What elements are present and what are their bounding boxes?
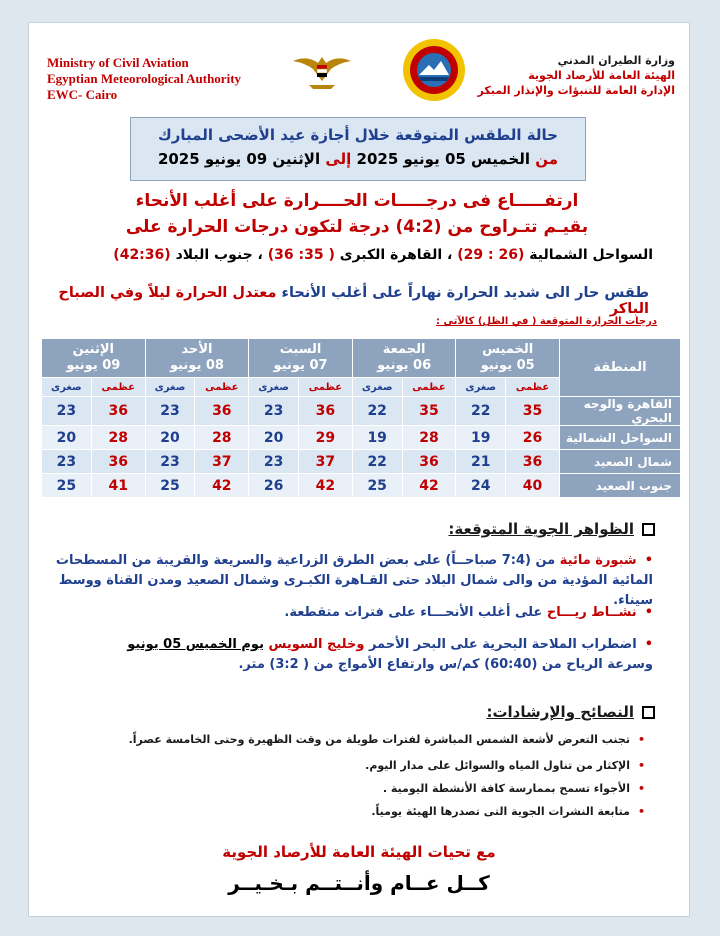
min-cell: 20 xyxy=(145,426,195,450)
footer-wishes: كــل عــام وأنــتــم بـخـيــر xyxy=(228,871,490,895)
phenomenon-sea xyxy=(53,635,653,675)
max-cell: 36 xyxy=(402,450,456,474)
header-en-line: Egyptian Meteorological Authority xyxy=(47,71,242,86)
max-cell: 29 xyxy=(298,426,352,450)
sea-date: يوم الخميس 05 يونيو xyxy=(127,637,264,652)
table-row xyxy=(42,474,681,498)
eagle-emblem-icon xyxy=(291,47,353,91)
min-cell: 21 xyxy=(456,450,506,474)
night-weather: معتدل الحرارة ليلاً وفي الصباح الباكر xyxy=(58,285,649,317)
date-range xyxy=(131,150,585,168)
day-header xyxy=(352,339,456,378)
max-label: عظمى xyxy=(195,378,249,397)
title-line: حالة الطقس المتوقعة خلال أجازة عيد الأضحى المبارك xyxy=(158,126,558,144)
bullet-icon: • xyxy=(637,782,645,795)
min-cell: 19 xyxy=(456,426,506,450)
region-cell: القاهرة والوجه البحري xyxy=(560,397,681,426)
region-header: المنطقة xyxy=(560,339,681,397)
south-label: ، جنوب البلاد xyxy=(175,247,263,263)
advice-tip xyxy=(129,733,645,746)
max-cell: 37 xyxy=(298,450,352,474)
authority-logo-icon xyxy=(401,37,467,103)
region-cell: شمال الصعيد xyxy=(560,450,681,474)
cairo-value: ( 35: 36) xyxy=(267,247,335,263)
min-cell: 25 xyxy=(352,474,402,498)
south-value: (42:36) xyxy=(113,247,171,263)
max-cell: 36 xyxy=(195,397,249,426)
max-label: عظمى xyxy=(506,378,560,397)
min-cell: 22 xyxy=(352,450,402,474)
region-cell: السواحل الشمالية xyxy=(560,426,681,450)
date-to-label: إلى xyxy=(325,150,352,168)
tip-text: متابعة النشرات الجوية التى تصدرها الهيئة يومياً. xyxy=(371,805,630,818)
cairo-label: ، القاهرة الكبرى xyxy=(339,247,453,263)
phenomena-title: الظواهر الجوية المتوقعة: xyxy=(448,520,634,538)
title-box xyxy=(130,117,586,181)
day-name: الخميس xyxy=(482,342,534,357)
min-cell: 23 xyxy=(145,450,195,474)
phenomenon-fog xyxy=(53,551,653,611)
min-cell: 24 xyxy=(456,474,506,498)
max-cell: 42 xyxy=(402,474,456,498)
min-cell: 19 xyxy=(352,426,402,450)
day-date: 08 يونيو xyxy=(169,358,224,373)
region-cell: جنوب الصعيد xyxy=(560,474,681,498)
advice-tip xyxy=(383,782,645,795)
bulletin-page xyxy=(28,22,690,917)
header-en-line: EWC- Cairo xyxy=(47,87,118,102)
max-cell: 35 xyxy=(506,397,560,426)
day-header xyxy=(249,339,353,378)
max-label: عظمى xyxy=(402,378,456,397)
bullet-icon: • xyxy=(644,553,653,568)
wind-label: نشــاط ريـــاح xyxy=(546,605,637,620)
min-cell: 23 xyxy=(42,450,92,474)
max-label: عظمى xyxy=(298,378,352,397)
day-header xyxy=(456,339,560,378)
min-cell: 26 xyxy=(249,474,299,498)
table-row xyxy=(42,397,681,426)
max-cell: 36 xyxy=(91,450,145,474)
phenomenon-wind xyxy=(53,603,653,623)
headline-line-1: ارتفـــــاع فى درجـــــات الحــــرارة على أغلب الأنحاء xyxy=(135,191,579,211)
header-ar-line: الهيئة العامة للأرصاد الجوية xyxy=(528,69,675,82)
table-row xyxy=(42,450,681,474)
max-cell: 36 xyxy=(506,450,560,474)
min-label: صغرى xyxy=(456,378,506,397)
day-date: 09 يونيو xyxy=(66,358,121,373)
day-date: 06 يونيو xyxy=(377,358,432,373)
table-row xyxy=(42,426,681,450)
max-cell: 42 xyxy=(195,474,249,498)
min-label: صغرى xyxy=(249,378,299,397)
advice-title: النصائح والإرشادات: xyxy=(486,703,634,721)
coast-value: (26 : 29) xyxy=(457,247,525,263)
checkbox-square-icon xyxy=(642,523,655,536)
headline-line-2: بقيـم تتـراوح من (4:2) درجة لتكون درجات الحرارة على xyxy=(125,217,589,237)
max-cell: 36 xyxy=(298,397,352,426)
table-header-row xyxy=(42,339,681,378)
footer-greeting: مع تحيات الهيئة العامة للأرصاد الجوية xyxy=(222,843,496,861)
table-caption: درجات الحرارة المتوقعة ( في الظل) كالآتى : xyxy=(435,316,657,327)
bullet-icon: • xyxy=(637,759,645,772)
bullet-icon: • xyxy=(644,605,653,620)
min-cell: 20 xyxy=(42,426,92,450)
min-label: صغرى xyxy=(145,378,195,397)
advice-heading xyxy=(486,703,655,721)
day-date: 05 يونيو xyxy=(480,358,535,373)
min-cell: 22 xyxy=(352,397,402,426)
tip-text: تجنب التعرض لأشعة الشمس المباشرة لفترات طويلة من وقت الظهيرة وحتى الخامسة عصراً. xyxy=(128,733,630,746)
date-from-label: من xyxy=(535,150,559,168)
bullet-icon: • xyxy=(637,733,645,746)
max-cell: 28 xyxy=(195,426,249,450)
max-label: عظمى xyxy=(91,378,145,397)
day-header xyxy=(42,339,146,378)
sea-text-d: وسرعة الرياح من (60:40) كم/س وارتفاع الأمواج من ( 3:2) متر. xyxy=(238,657,653,672)
tip-text: الأجواء تسمح بممارسة كافة الأنشطة اليومية . xyxy=(382,782,630,795)
header-arabic xyxy=(478,53,675,98)
bullet-icon: • xyxy=(644,637,653,652)
coast-label: السواحل الشمالية xyxy=(529,247,653,263)
date-end: الإثنين 09 يونيو 2025 xyxy=(157,150,321,168)
header-english xyxy=(47,55,241,103)
max-cell: 28 xyxy=(402,426,456,450)
day-date: 07 يونيو xyxy=(273,358,328,373)
wind-text: على أغلب الأنحـــاء على فترات متقطعة. xyxy=(284,605,543,620)
day-name: الجمعة xyxy=(382,342,426,357)
min-label: صغرى xyxy=(42,378,92,397)
sea-text-b: وخليج السويس xyxy=(268,637,365,652)
max-cell: 35 xyxy=(402,397,456,426)
max-cell: 41 xyxy=(91,474,145,498)
weather-description xyxy=(29,285,649,317)
min-cell: 23 xyxy=(42,397,92,426)
max-cell: 36 xyxy=(91,397,145,426)
date-start: الخميس 05 يونيو 2025 xyxy=(356,150,531,168)
bullet-icon: • xyxy=(637,805,645,818)
day-name: السبت xyxy=(279,342,322,357)
header-ar-line: وزارة الطيران المدني xyxy=(557,54,675,67)
advice-tip xyxy=(365,759,645,772)
advice-tip xyxy=(371,805,645,818)
max-cell: 42 xyxy=(298,474,352,498)
max-cell: 40 xyxy=(506,474,560,498)
fog-text: من (7:4 صباحــاً) على بعض الطرق الزراعية والسريعة والقريبة من المسطحات المائية المؤدية من والى شمال البلاد حتى القـاهرة الكبـرى وشمال الصعيد ومدن القناة ووسط سيناء. xyxy=(55,553,653,608)
min-cell: 23 xyxy=(145,397,195,426)
fog-label: شبورة مائية xyxy=(559,553,637,568)
min-cell: 25 xyxy=(145,474,195,498)
tip-text: الإكثار من تناول المياه والسوائل على مدار اليوم. xyxy=(365,759,630,772)
max-cell: 37 xyxy=(195,450,249,474)
day-name: الإثنين xyxy=(72,342,115,357)
checkbox-square-icon xyxy=(642,706,655,719)
day-weather: طقس حار الى شديد الحرارة نهاراً على أغلب الأنحاء xyxy=(281,285,649,301)
day-name: الأحد xyxy=(181,342,213,357)
max-cell: 26 xyxy=(506,426,560,450)
temperature-summary xyxy=(113,247,653,263)
max-cell: 28 xyxy=(91,426,145,450)
min-label: صغرى xyxy=(352,378,402,397)
header-ar-line: الإدارة العامة للتنبؤات والإنذار المبكر xyxy=(477,84,675,97)
sea-text-a: اضطراب الملاحة البحرية على البحر الأحمر xyxy=(368,637,637,652)
min-cell: 23 xyxy=(249,450,299,474)
min-cell: 23 xyxy=(249,397,299,426)
min-cell: 25 xyxy=(42,474,92,498)
header-en-line: Ministry of Civil Aviation xyxy=(47,55,189,70)
min-cell: 20 xyxy=(249,426,299,450)
temperature-table xyxy=(41,338,681,498)
day-header xyxy=(145,339,249,378)
min-cell: 22 xyxy=(456,397,506,426)
phenomena-heading xyxy=(448,520,655,538)
